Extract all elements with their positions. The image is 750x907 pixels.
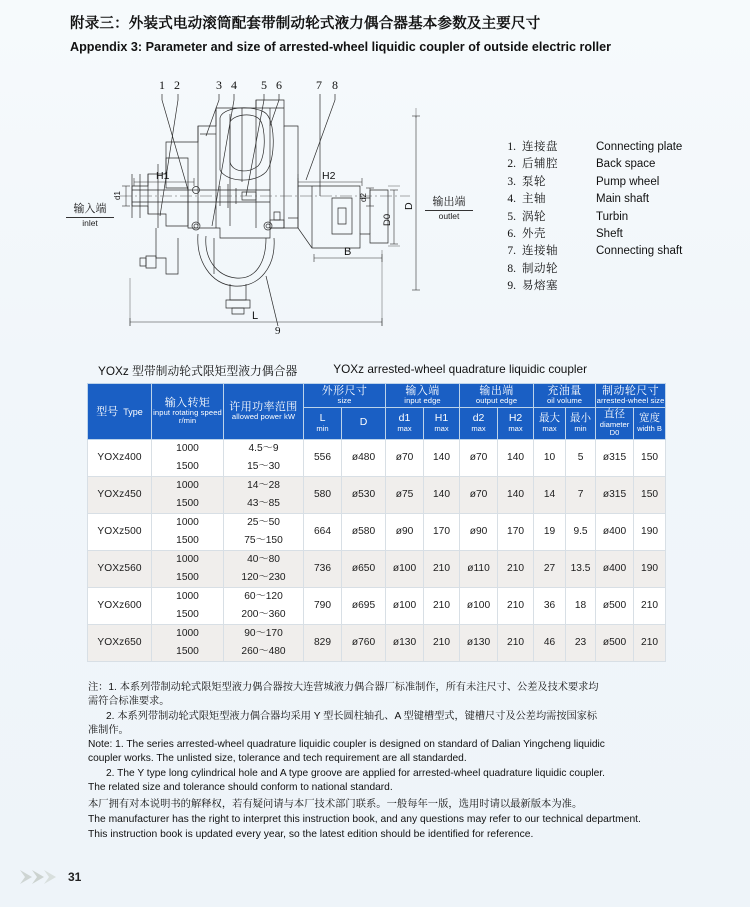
note-cn-line-1: 注：1. 本系列带制动轮式限矩型液力偶合器按大连营城液力偶合器厂标准制作，所有未注尺寸、公差及技术要求均 xyxy=(88,682,599,693)
cell-speed xyxy=(152,513,224,550)
header-input-speed-en: input rotating speed r/min xyxy=(153,407,222,426)
cell-D: ø695 xyxy=(342,587,386,624)
legend-item-3 xyxy=(500,173,710,190)
cell-power-high: 75～150 xyxy=(244,535,283,547)
cell-power xyxy=(224,550,304,587)
subheader-B xyxy=(634,407,666,439)
legend-label-cn: 连接轴 xyxy=(522,245,558,258)
header-output-edge-cn: 输出端 xyxy=(479,385,514,397)
legend-label-en: Back space xyxy=(596,158,656,171)
dim-H1-label: H1 xyxy=(156,170,170,182)
cell-power xyxy=(224,476,304,513)
header-output-edge-en: output edge xyxy=(475,396,518,406)
table-caption xyxy=(98,362,678,379)
subheader-H2 xyxy=(498,407,534,439)
cell-power xyxy=(224,624,304,661)
header-input-edge-cn: 输入端 xyxy=(405,385,440,397)
subheader-B-sym: 宽度 xyxy=(639,412,661,425)
cell-oil-max: 19 xyxy=(534,513,566,550)
subheader-L-sub: min xyxy=(316,423,329,433)
cell-D0: ø400 xyxy=(596,513,634,550)
legend-label-en: Turbin xyxy=(596,210,629,223)
cell-oil-max: 27 xyxy=(534,550,566,587)
cell-H2: 140 xyxy=(498,439,534,476)
header-input-edge-en: input edge xyxy=(404,396,441,406)
cell-power-high: 15～30 xyxy=(247,461,280,473)
table-row xyxy=(88,513,666,550)
cell-d1: ø70 xyxy=(386,439,424,476)
subheader-d1-sym: d1 xyxy=(398,412,411,425)
subheader-oil-min-sub: min xyxy=(574,423,587,433)
cell-B: 210 xyxy=(634,624,666,661)
outlet-label-cn: 输出端 xyxy=(425,196,473,211)
cell-oil-min: 13.5 xyxy=(566,550,596,587)
cell-d1: ø100 xyxy=(386,587,424,624)
legend-label-cn: 制动轮 xyxy=(522,262,558,275)
cell-B: 210 xyxy=(634,587,666,624)
legend-index: 1. xyxy=(507,141,516,153)
parts-legend xyxy=(500,138,710,295)
legend-item-6 xyxy=(500,225,710,242)
cell-oil-min: 23 xyxy=(566,624,596,661)
header-size-cn: 外形尺寸 xyxy=(321,385,368,397)
cell-L: 556 xyxy=(304,439,342,476)
cell-d1: ø90 xyxy=(386,513,424,550)
subheader-d1-sub: max xyxy=(397,423,412,433)
header-type xyxy=(88,384,152,440)
cell-speed xyxy=(152,550,224,587)
closing-statement xyxy=(88,798,688,842)
cell-H1: 210 xyxy=(424,587,460,624)
cell-oil-min: 18 xyxy=(566,587,596,624)
cell-H2: 140 xyxy=(498,476,534,513)
cell-D0: ø315 xyxy=(596,476,634,513)
dim-H2-label: H2 xyxy=(322,170,336,182)
cell-speed xyxy=(152,624,224,661)
cell-speed-1000: 1000 xyxy=(176,516,199,528)
note-en-line-4: The related size and tolerance should conform to national standard. xyxy=(88,782,393,794)
cell-power-high: 120～230 xyxy=(241,572,286,584)
page-number: 31 xyxy=(68,870,82,884)
legend-index: 5. xyxy=(507,210,516,223)
cell-d2: ø100 xyxy=(460,587,498,624)
cell-d2: ø70 xyxy=(460,476,498,513)
cell-speed-1500: 1500 xyxy=(176,535,199,547)
legend-label-cn: 涡轮 xyxy=(522,210,546,223)
note-cn-line-4: 准制作。 xyxy=(88,724,129,736)
cell-d2: ø130 xyxy=(460,624,498,661)
cell-B: 190 xyxy=(634,550,666,587)
table-caption-en: YOXz arrested-wheel quadrature liquidic coupler xyxy=(333,362,588,376)
cell-d2: ø90 xyxy=(460,513,498,550)
legend-index: 9. xyxy=(507,280,516,293)
outlet-label-en: outlet xyxy=(438,210,460,221)
header-allowed-power-en: allowed power kW xyxy=(231,412,296,422)
cell-B: 150 xyxy=(634,439,666,476)
legend-label-cn: 主轴 xyxy=(522,193,546,206)
subheader-H1-sub: max xyxy=(434,423,449,433)
header-arrested-wheel-en: arrested-wheel size xyxy=(596,396,665,406)
subheader-d2-sub: max xyxy=(471,423,486,433)
header-input-speed xyxy=(152,384,224,440)
table-caption-cn: YOXz 型带制动轮式限矩型液力偶合器 xyxy=(98,364,298,378)
table-row xyxy=(88,476,666,513)
note-cn-line-3 xyxy=(88,710,678,724)
closing-en-line-2: This instruction book is updated every year, so the latest edition should be identified for reference. xyxy=(88,828,534,840)
legend-label-en: Pump wheel xyxy=(596,175,660,188)
cell-D0: ø315 xyxy=(596,439,634,476)
subheader-D0 xyxy=(596,407,634,439)
legend-item-8 xyxy=(500,260,710,277)
callout-3: 3 xyxy=(216,78,222,92)
subheader-oil-max-sub: max xyxy=(542,423,557,433)
callout-5: 5 xyxy=(261,78,267,92)
legend-label-cn: 易熔塞 xyxy=(522,280,558,293)
subheader-L xyxy=(304,407,342,439)
subheader-oil-min xyxy=(566,407,596,439)
cell-H2: 210 xyxy=(498,624,534,661)
cell-d1: ø130 xyxy=(386,624,424,661)
note-en-line-3 xyxy=(88,767,678,781)
cell-speed-1500: 1500 xyxy=(176,646,199,658)
cell-D: ø580 xyxy=(342,513,386,550)
legend-item-4 xyxy=(500,190,710,207)
title-chinese: 附录三：外装式电动滚筒配套带制动轮式液力偶合器基本参数及主要尺寸 xyxy=(70,16,541,32)
callout-2: 2 xyxy=(174,78,180,92)
cell-H2: 170 xyxy=(498,513,534,550)
cell-speed-1000: 1000 xyxy=(176,553,199,565)
subheader-oil-min-sym: 最小 xyxy=(570,412,592,425)
legend-item-5 xyxy=(500,208,710,225)
subheader-oil-max xyxy=(534,407,566,439)
cell-d2: ø110 xyxy=(460,550,498,587)
note-cn-line-2: 需符合标准要求。 xyxy=(88,696,170,708)
cell-L: 664 xyxy=(304,513,342,550)
cell-power-high: 200～360 xyxy=(241,609,286,621)
note-cn-line-3-text: 2. 本系列带制动轮式限矩型液力偶合器均采用 Y 型长圆柱轴孔、A 型键槽型式，键槽尺寸及公差均需按国家标 xyxy=(106,710,598,722)
table-row xyxy=(88,550,666,587)
page-footer xyxy=(18,862,138,892)
cell-B: 190 xyxy=(634,513,666,550)
dim-D0-label: D0 xyxy=(382,213,393,226)
legend-item-9 xyxy=(500,277,710,294)
cell-oil-max: 36 xyxy=(534,587,566,624)
header-output-edge xyxy=(460,384,534,408)
cell-D0: ø400 xyxy=(596,550,634,587)
cell-speed-1000: 1000 xyxy=(176,627,199,639)
table-row xyxy=(88,439,666,476)
cell-model: YOXz450 xyxy=(88,476,152,513)
chevron-decoration-icon xyxy=(18,866,64,888)
cell-d2: ø70 xyxy=(460,439,498,476)
cell-power-low: 60～120 xyxy=(244,590,283,602)
cell-speed xyxy=(152,587,224,624)
cell-D: ø650 xyxy=(342,550,386,587)
subheader-D-sym: D xyxy=(359,416,368,429)
note-en-line-3-text: 2. The Y type long cylindrical hole and A type groove are applied for arrested-wheel quadrature liquidic coupler. xyxy=(106,767,605,779)
cell-power-low: 4.5～9 xyxy=(248,442,279,454)
legend-index: 7. xyxy=(507,245,516,258)
header-oil-volume xyxy=(534,384,596,408)
cell-H1: 210 xyxy=(424,550,460,587)
header-allowed-power-cn: 许用功率范围 xyxy=(229,400,298,413)
cell-d1: ø100 xyxy=(386,550,424,587)
subheader-d2-sym: d2 xyxy=(472,412,485,425)
cell-speed-1500: 1500 xyxy=(176,572,199,584)
subheader-D0-sym: 直径 xyxy=(604,407,626,420)
note-en-line-1: Note: 1. The series arrested-wheel quadrature liquidic coupler is designed on standard of Dalian Yingcheng liquidic xyxy=(88,739,605,751)
legend-index: 6. xyxy=(507,227,516,240)
subheader-H1 xyxy=(424,407,460,439)
inlet-label-en: inlet xyxy=(82,217,98,228)
header-size-en: size xyxy=(337,396,352,406)
subheader-D0-sub: diameter D0 xyxy=(599,419,630,438)
legend-label-cn: 外壳 xyxy=(522,227,546,240)
dim-L-label: L xyxy=(252,310,259,322)
header-input-speed-cn: 输入转矩 xyxy=(164,396,211,409)
callout-1: 1 xyxy=(159,78,165,92)
cell-model: YOXz650 xyxy=(88,624,152,661)
legend-item-7 xyxy=(500,242,710,259)
header-type-cn: 型号 xyxy=(96,406,119,419)
cell-speed-1500: 1500 xyxy=(176,609,199,621)
legend-label-cn: 后辅腔 xyxy=(522,158,558,171)
callout-8: 8 xyxy=(332,78,338,92)
dim-d1-label: d1 xyxy=(113,191,122,200)
page-title xyxy=(70,14,700,57)
legend-index: 4. xyxy=(507,193,516,206)
legend-index: 3. xyxy=(507,175,516,188)
cell-model: YOXz500 xyxy=(88,513,152,550)
cell-H1: 210 xyxy=(424,624,460,661)
cell-oil-max: 14 xyxy=(534,476,566,513)
subheader-d2 xyxy=(460,407,498,439)
cell-B: 150 xyxy=(634,476,666,513)
cell-oil-max: 10 xyxy=(534,439,566,476)
cell-speed-1000: 1000 xyxy=(176,442,199,454)
cell-oil-min: 5 xyxy=(566,439,596,476)
cell-power-high: 260～480 xyxy=(241,646,286,658)
legend-label-en: Connecting shaft xyxy=(596,245,683,258)
closing-cn: 本厂拥有对本说明书的解释权，若有疑问请与本厂技术部门联系。一般每年一版，选用时请以最新版本为准。 xyxy=(88,799,583,810)
cell-speed xyxy=(152,439,224,476)
cell-D0: ø500 xyxy=(596,624,634,661)
title-english: Appendix 3: Parameter and size of arrested-wheel liquidic coupler of outside electric roller xyxy=(70,40,611,54)
header-arrested-wheel-size xyxy=(596,384,666,408)
cell-speed-1500: 1500 xyxy=(176,461,199,473)
cell-L: 829 xyxy=(304,624,342,661)
subheader-L-sym: L xyxy=(319,412,326,425)
cell-model: YOXz560 xyxy=(88,550,152,587)
cell-D: ø480 xyxy=(342,439,386,476)
header-oil-volume-en: oil volume xyxy=(546,396,583,406)
table-row xyxy=(88,587,666,624)
legend-index: 8. xyxy=(507,262,516,275)
outlet-label xyxy=(425,196,473,221)
note-en-line-2: coupler works. The unlisted size, tolerance and tech requirement are all standarded. xyxy=(88,753,467,765)
header-size xyxy=(304,384,386,408)
inlet-label xyxy=(66,203,114,228)
cell-speed xyxy=(152,476,224,513)
table-row xyxy=(88,624,666,661)
dim-D-label: D xyxy=(403,202,415,210)
cell-L: 580 xyxy=(304,476,342,513)
cell-power xyxy=(224,513,304,550)
cell-power xyxy=(224,587,304,624)
cell-speed-1000: 1000 xyxy=(176,590,199,602)
cell-power-low: 25～50 xyxy=(247,516,280,528)
cell-speed-1500: 1500 xyxy=(176,498,199,510)
subheader-H1-sym: H1 xyxy=(434,412,449,425)
subheader-oil-max-sym: 最大 xyxy=(539,412,561,425)
cell-model: YOXz600 xyxy=(88,587,152,624)
cell-H1: 140 xyxy=(424,476,460,513)
cell-power-low: 90～170 xyxy=(244,627,283,639)
legend-index: 2. xyxy=(507,158,516,171)
legend-label-en: Connecting plate xyxy=(596,141,683,153)
callout-4: 4 xyxy=(231,78,237,92)
cell-power-high: 43～85 xyxy=(247,498,280,510)
legend-item-2 xyxy=(500,155,710,172)
cell-D0: ø500 xyxy=(596,587,634,624)
cell-H2: 210 xyxy=(498,587,534,624)
cell-L: 736 xyxy=(304,550,342,587)
dim-B-label: B xyxy=(344,246,352,258)
cell-d1: ø75 xyxy=(386,476,424,513)
cell-L: 790 xyxy=(304,587,342,624)
cell-D: ø760 xyxy=(342,624,386,661)
cell-power xyxy=(224,439,304,476)
cell-power-low: 14～28 xyxy=(247,479,280,491)
cell-model: YOXz400 xyxy=(88,439,152,476)
callout-6: 6 xyxy=(276,78,282,92)
cell-oil-min: 7 xyxy=(566,476,596,513)
callout-9: 9 xyxy=(275,325,281,337)
legend-label-en: Sheft xyxy=(596,227,623,240)
subheader-D xyxy=(342,407,386,439)
cell-D: ø530 xyxy=(342,476,386,513)
legend-item-1 xyxy=(500,138,710,155)
subheader-B-sub: width B xyxy=(637,423,662,433)
cell-power-low: 40～80 xyxy=(247,553,280,565)
specification-table xyxy=(87,383,665,662)
subheader-d1 xyxy=(386,407,424,439)
dim-d2-label: d2 xyxy=(359,193,368,202)
callout-7: 7 xyxy=(316,78,322,92)
cell-oil-min: 9.5 xyxy=(566,513,596,550)
legend-label-cn: 泵轮 xyxy=(522,175,546,188)
header-input-edge xyxy=(386,384,460,408)
inlet-label-cn: 输入端 xyxy=(66,203,114,218)
table-header-row-1 xyxy=(88,384,666,408)
notes-section xyxy=(88,681,678,795)
header-arrested-wheel-cn: 制动轮尺寸 xyxy=(602,385,660,397)
subheader-H2-sub: max xyxy=(508,423,523,433)
cell-speed-1000: 1000 xyxy=(176,479,199,491)
cell-H1: 170 xyxy=(424,513,460,550)
cell-H2: 210 xyxy=(498,550,534,587)
header-type-en: Type xyxy=(123,407,143,418)
cell-H1: 140 xyxy=(424,439,460,476)
coupler-cross-section-drawing xyxy=(70,78,470,346)
header-oil-volume-cn: 充油量 xyxy=(547,385,582,397)
cell-oil-max: 46 xyxy=(534,624,566,661)
subheader-H2-sym: H2 xyxy=(508,412,523,425)
header-allowed-power xyxy=(224,384,304,440)
closing-en-line-1: The manufacturer has the right to interpret this instruction book, and any questions may refer to our technical department. xyxy=(88,813,641,825)
legend-label-en: Main shaft xyxy=(596,193,650,206)
legend-label-cn: 连接盘 xyxy=(522,141,558,153)
